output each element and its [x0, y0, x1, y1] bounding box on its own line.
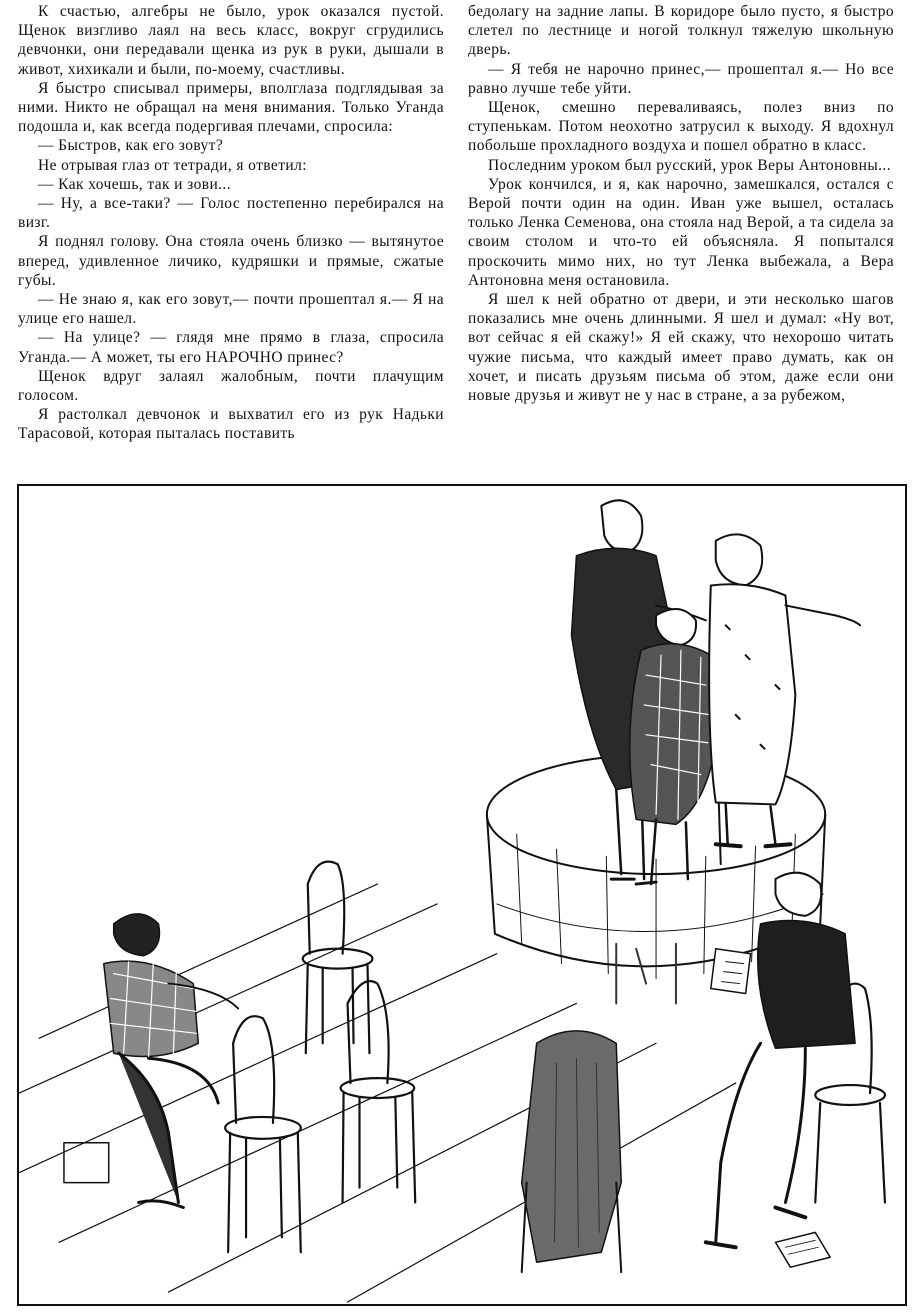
paragraph: бедолагу на задние лапы. В коридоре было пусто, я быстро слетел по лестнице и ногой толкнул тяжелую школьную дверь. [468, 3, 894, 59]
illustration-drawing [19, 486, 905, 1304]
dialogue-line: — На улице? — глядя мне прямо в глаза, спросила Уганда.— А может, ты его НАРОЧНО принес? [18, 329, 444, 366]
chair [225, 1016, 301, 1252]
article-text [0, 0, 917, 482]
paragraph: Щенок, смешно переваливаясь, полез вниз по ступенькам. Потом неохотно затрусил к выходу. Я вдохнул побольше прохладного воздуха и пошел обратно в класс. [468, 99, 894, 155]
chair [303, 862, 373, 1054]
paragraph: К счастью, алгебры не было, урок оказался пустой. Щенок визгливо лаял на весь класс, вокруг сгрудились девчонки, они передавали щенка из рук в руки, дышали в живот, хихикали и были, по-моему, счастливы. [18, 3, 444, 78]
paragraph: Я растолкал девчонок и выхватил его из рук Надьки Тарасовой, которая пыталась поставить [18, 406, 444, 443]
chair [341, 981, 416, 1202]
paragraph: Не отрывая глаз от тетради, я ответил: [38, 156, 307, 174]
paragraph: Последним уроком был русский, урок Веры Антоновны... [488, 156, 891, 174]
left-column [18, 2, 444, 444]
paragraph: Урок кончился, и я, как нарочно, замешкался, остался с Верой почти один на один. Иван уже вышел, осталась только Ленка Семенова, она стояла над Верой, а та сидела за своим столом и что-то ей объясняла. Я попытался проскочить мимо них, но тут Ленка выбежала, а Вера Антоновна меня остановила. [468, 175, 894, 289]
dialogue-line: — Быстров, как его зовут? [38, 137, 224, 155]
paragraph: Я быстро списывал примеры, вполглаза подглядывая за ними. Никто не обращал на меня внимания. Только Уганда подошла и, как всегда подергивая плечами, спросила: [18, 79, 444, 136]
right-column [468, 2, 894, 405]
paragraph: Щенок вдруг залаял жалобным, почти плачущим голосом. [18, 367, 444, 405]
paper-on-floor [775, 1232, 830, 1267]
dialogue-line: — Не знаю я, как его зовут,— почти прошептал я.— Я на улице его нашел. [18, 291, 444, 328]
coat-on-chair [522, 1031, 622, 1272]
dialogue-line: — Как хочешь, так и зови... [38, 175, 231, 193]
illustration [17, 484, 907, 1306]
standing-man-figure [709, 534, 860, 846]
paragraph: Я поднял голову. Она стояла очень близко — вытянутое вперед, удивленное личико, кудряшки и прямые, сжатые губы. [18, 233, 444, 289]
dialogue-line: — Я тебя не нарочно принес,— прошептал я.— Но все равно лучше тебе уйти. [468, 60, 894, 97]
paragraph: Я шел к ней обратно от двери, и эти несколько шагов показались мне очень длинными. Я шел и думал: «Ну вот, вот сейчас я ей скажу!» Я ей скажу, что нехорошо читать чужие письма, что каждый имеет право думать, как он хочет, и писать друзьям письма об этом, даже если они новые друзья и живут не у нас в стране, а за рубежом, [468, 291, 894, 405]
dialogue-line: — Ну, а все-таки? — Голос постепенно перебирался на визг. [18, 195, 444, 232]
seated-man-figure [706, 873, 855, 1248]
